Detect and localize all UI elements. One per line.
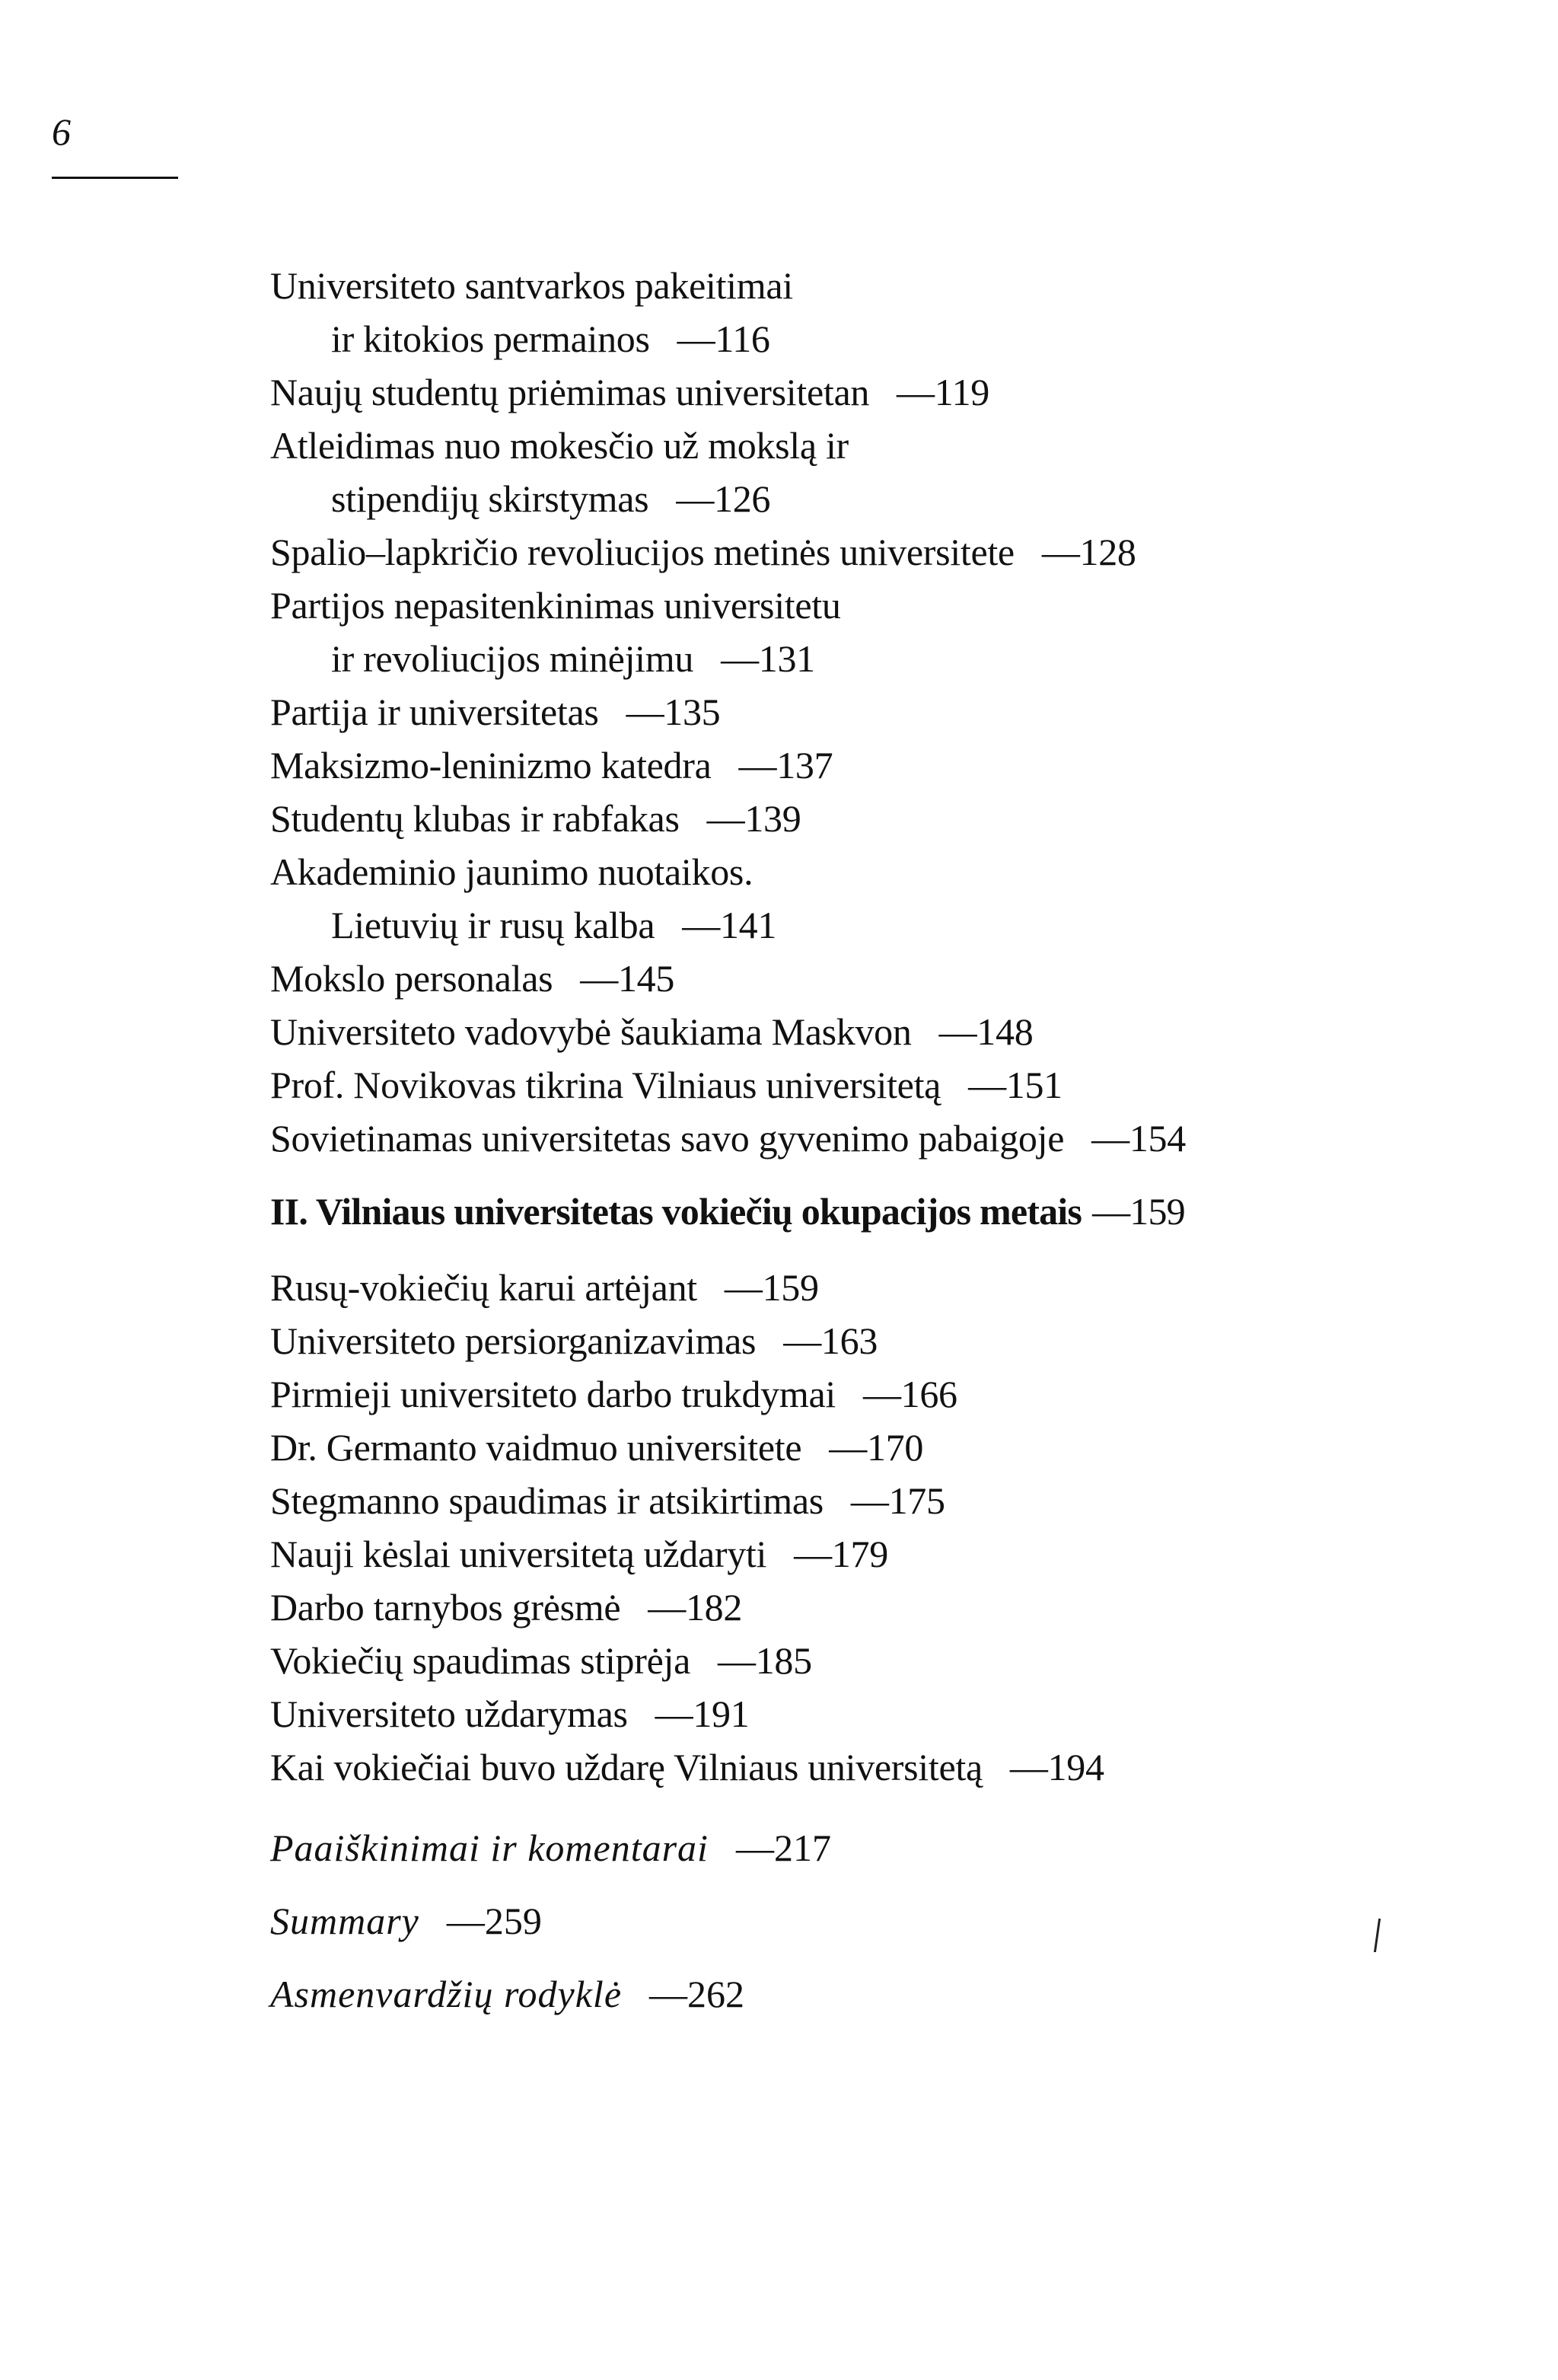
toc-entry-page: 141: [719, 904, 777, 946]
toc-entry[interactable]: [270, 1581, 1526, 1634]
toc-appendix-entry[interactable]: [270, 1821, 1526, 1874]
toc-entry[interactable]: [270, 1261, 1526, 1314]
toc-entry-page: 128: [1079, 531, 1136, 573]
section-page: 159: [1129, 1190, 1185, 1233]
toc-entry[interactable]: [270, 792, 1526, 845]
toc-entry-dash: —: [783, 1319, 821, 1362]
section-dash: —: [1092, 1190, 1130, 1233]
toc-entry-title: Studentų klubas ir rabfakas: [270, 797, 680, 840]
toc-entry-dash: —: [968, 1064, 1006, 1106]
toc-entry[interactable]: [270, 525, 1526, 579]
toc-entry-page: 166: [900, 1373, 957, 1415]
toc-entry-title: Atleidimas nuo mokesčio už mokslą ir: [270, 424, 849, 467]
toc-entry-dash: —: [862, 1373, 901, 1415]
toc-entry-title: Pirmieji universiteto darbo trukdymai: [270, 1373, 836, 1415]
toc-entry-dash: —: [655, 1692, 693, 1735]
toc-entry-dash: —: [1041, 531, 1080, 573]
toc-entry-page: 163: [820, 1319, 878, 1362]
toc-entry-title: Maksizmo-leninizmo katedra: [270, 744, 712, 786]
page-number: 6: [52, 110, 71, 153]
section-title: II. Vilniaus universitetas vokiečių okupacijos metais: [270, 1190, 1082, 1233]
toc-entry-dash: —: [648, 1586, 686, 1629]
toc-section-heading[interactable]: [270, 1185, 1526, 1238]
toc-entry-page: 151: [1005, 1064, 1063, 1106]
toc-entry-page: 185: [755, 1639, 812, 1682]
toc-entry[interactable]: [270, 365, 1526, 419]
toc-entry-dash: —: [677, 317, 715, 360]
toc-entry-title: Universiteto persiorganizavimas: [270, 1319, 757, 1362]
toc-entry-dash: —: [676, 477, 715, 520]
toc-entry-title: Universiteto uždarymas: [270, 1692, 628, 1735]
toc-entry-title: Vokiečių spaudimas stiprėja: [270, 1639, 690, 1682]
toc-entry-title: Partijos nepasitenkinimas universitetu: [270, 584, 841, 627]
toc-entry-dash: —: [897, 371, 935, 413]
toc-entry-title: Sovietinamas universitetas savo gyvenimo pabaigoje: [270, 1117, 1065, 1160]
toc-entry-title: Partija ir universitetas: [270, 691, 599, 733]
appendix-page: 259: [484, 1900, 542, 1942]
toc-entry-page: 126: [714, 477, 771, 520]
toc-entry[interactable]: [270, 1687, 1526, 1740]
toc-entry-page: 145: [617, 957, 675, 1000]
toc-entry[interactable]: [270, 1474, 1526, 1527]
toc-entry-title: Darbo tarnybos grėsmė: [270, 1586, 621, 1629]
toc-entry[interactable]: [270, 845, 1526, 952]
toc-entry-title: Universiteto vadovybė šaukiama Maskvon: [270, 1010, 912, 1053]
toc-entry[interactable]: [270, 685, 1526, 739]
toc-entry-dash: —: [721, 637, 759, 680]
toc-entry-dash: —: [794, 1533, 832, 1575]
toc-entry-dash: —: [738, 744, 777, 786]
toc-entry[interactable]: [270, 579, 1526, 685]
toc-entry-title: Universiteto santvarkos pakeitimai: [270, 264, 793, 307]
toc-appendix-entry[interactable]: [270, 1894, 1526, 1948]
toc-entry[interactable]: [270, 1421, 1526, 1474]
appendix-dash: —: [446, 1900, 485, 1942]
toc-entry[interactable]: [270, 419, 1526, 525]
toc-appendix-entry[interactable]: [270, 1967, 1526, 2021]
appendix-title: Summary: [270, 1900, 419, 1942]
toc-entry-page: 154: [1129, 1117, 1186, 1160]
toc-entry[interactable]: [270, 1005, 1526, 1058]
toc-entry-dash: —: [682, 904, 720, 946]
page-number-rule: [52, 177, 178, 179]
toc-entry-page: 116: [715, 317, 770, 360]
appendix-page: 217: [773, 1826, 831, 1869]
toc-entry-page: 159: [762, 1266, 819, 1309]
toc-entry-title: Prof. Novikovas tikrina Vilniaus universitetą: [270, 1064, 941, 1106]
toc-entry-dash: —: [850, 1479, 889, 1522]
toc-entry-title-continued: ir revoliucijos minėjimu: [331, 637, 694, 680]
toc-entry[interactable]: [270, 1314, 1526, 1367]
toc-entry-page: 179: [831, 1533, 888, 1575]
toc-entry[interactable]: [270, 1740, 1526, 1794]
toc-entry[interactable]: [270, 739, 1526, 792]
toc-entry[interactable]: [270, 1367, 1526, 1421]
appendix-page: 262: [687, 1973, 745, 2015]
toc-entry-title: Dr. Germanto vaidmuo universitete: [270, 1426, 802, 1469]
toc-entry-title-continued: ir kitokios permainos: [331, 317, 650, 360]
toc-entry-page: 194: [1047, 1746, 1104, 1788]
toc-entry-dash: —: [717, 1639, 756, 1682]
toc-entry-title: Naujų studentų priėmimas universitetan: [270, 371, 870, 413]
toc-entry-title: Kai vokiečiai buvo uždarę Vilniaus universitetą: [270, 1746, 983, 1788]
table-of-contents: [270, 259, 1526, 2021]
toc-entry-page: 148: [977, 1010, 1034, 1053]
toc-entry-title: Spalio–lapkričio revoliucijos metinės universitete: [270, 531, 1015, 573]
toc-entry-page: 135: [664, 691, 721, 733]
toc-entry-dash: —: [580, 957, 618, 1000]
toc-entry-dash: —: [724, 1266, 763, 1309]
toc-entry-dash: —: [1009, 1746, 1048, 1788]
toc-entry-page: 170: [866, 1426, 924, 1469]
toc-entry-page: 137: [776, 744, 833, 786]
toc-entry-title: Stegmanno spaudimas ir atsikirtimas: [270, 1479, 824, 1522]
toc-entry-title: Akademinio jaunimo nuotaikos.: [270, 850, 754, 893]
appendix-dash: —: [735, 1826, 774, 1869]
toc-entry-title: Mokslo personalas: [270, 957, 553, 1000]
toc-entry-page: 175: [888, 1479, 945, 1522]
toc-entry-dash: —: [706, 797, 745, 840]
toc-entry-title-continued: stipendijų skirstymas: [331, 477, 649, 520]
toc-entry[interactable]: [270, 259, 1526, 365]
toc-entry-page: 191: [693, 1692, 750, 1735]
toc-entry[interactable]: [270, 1527, 1526, 1581]
toc-entry-dash: —: [829, 1426, 867, 1469]
toc-entry[interactable]: [270, 1058, 1526, 1112]
appendix-title: Asmenvardžių rodyklė: [270, 1973, 623, 2015]
toc-entry[interactable]: [270, 1634, 1526, 1687]
appendix-title: Paaiškinimai ir komentarai: [270, 1826, 709, 1869]
toc-entry[interactable]: [270, 952, 1526, 1005]
toc-entry-page: 182: [685, 1586, 743, 1629]
toc-entry-page: 139: [744, 797, 801, 840]
toc-entry-page: 131: [758, 637, 815, 680]
toc-entry-title: Nauji kėslai universitetą uždaryti: [270, 1533, 767, 1575]
toc-entry-dash: —: [1091, 1117, 1129, 1160]
toc-entry-dash: —: [938, 1010, 977, 1053]
toc-entry[interactable]: [270, 1112, 1526, 1165]
toc-entry-page: 119: [934, 371, 989, 413]
toc-entry-title: Rusų-vokiečių karui artėjant: [270, 1266, 697, 1309]
toc-entry-title-continued: Lietuvių ir rusų kalba: [331, 904, 655, 946]
toc-entry-dash: —: [626, 691, 664, 733]
appendix-dash: —: [649, 1973, 688, 2015]
